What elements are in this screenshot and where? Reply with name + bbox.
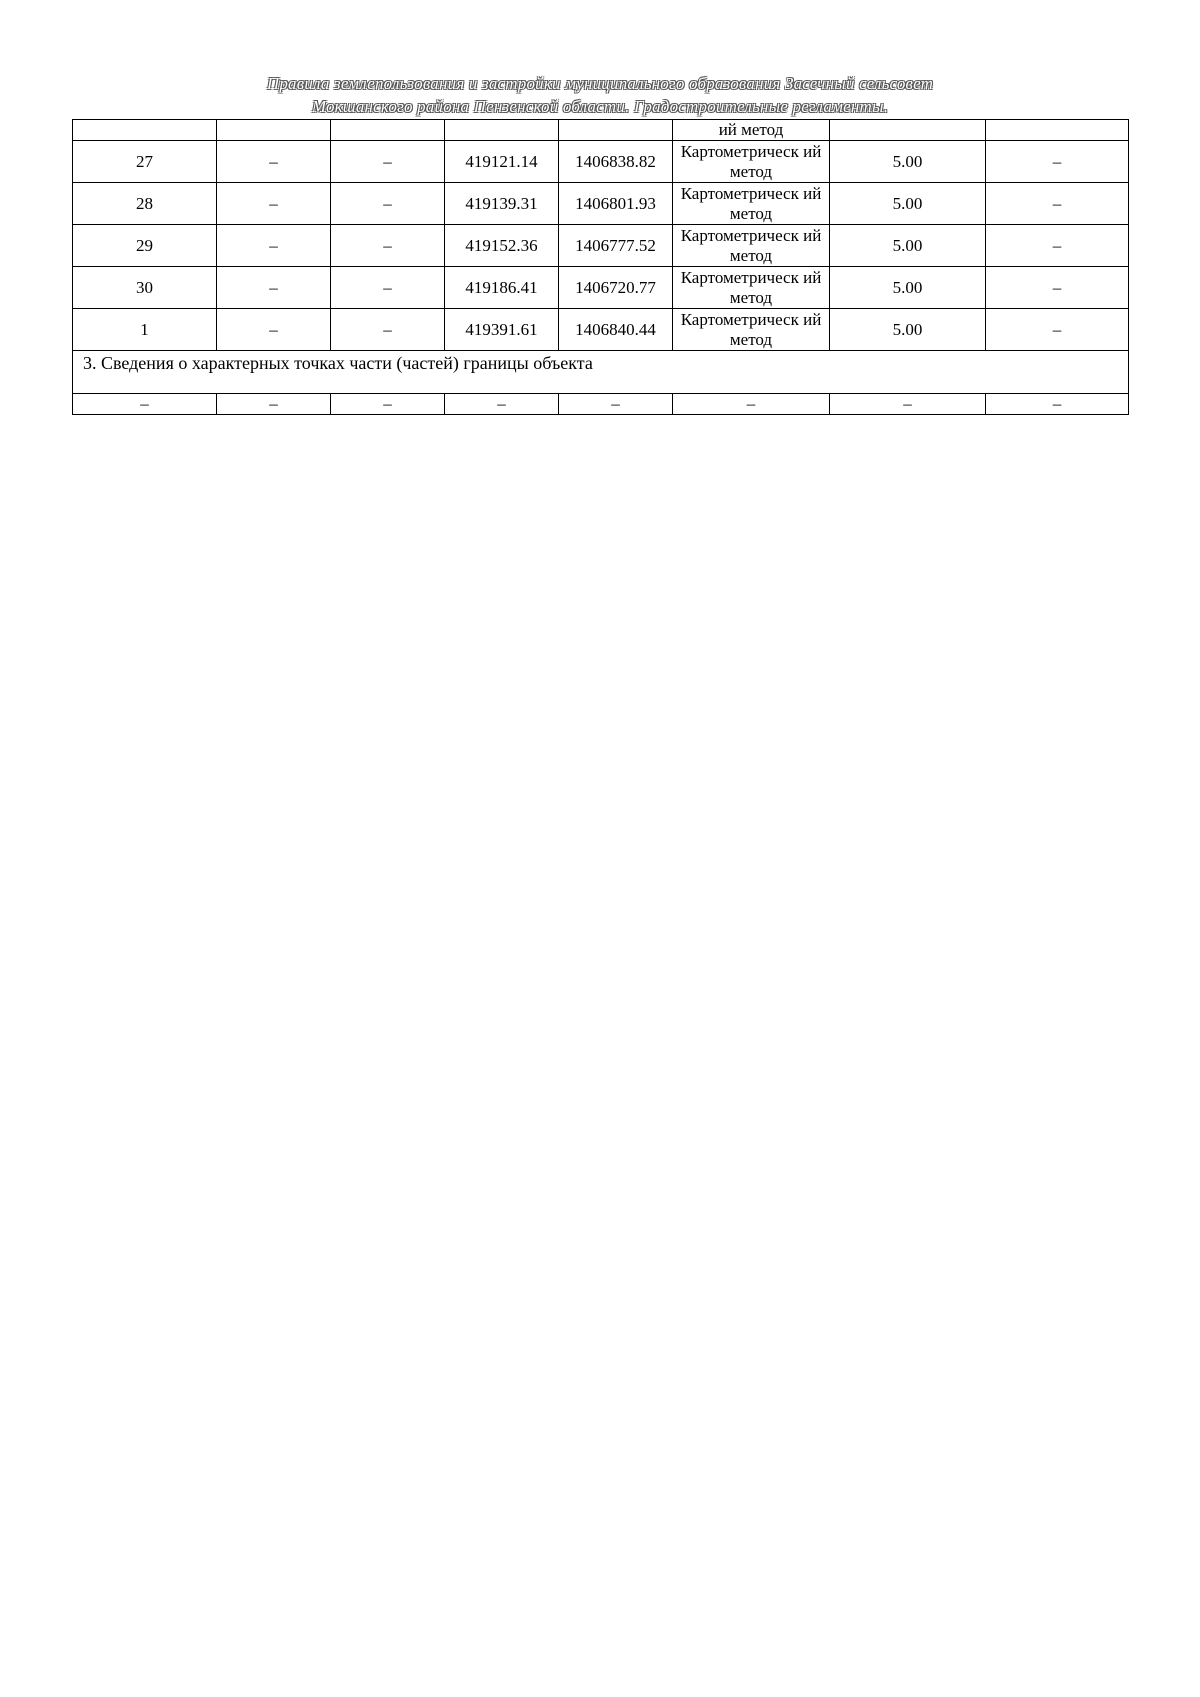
table-cell: – (830, 394, 986, 415)
table-cell: 419121.14 (445, 141, 559, 183)
table-cell: 5.00 (830, 309, 986, 351)
table-cell: – (331, 309, 445, 351)
table-row-continued (73, 120, 1129, 141)
table-cell: 1406801.93 (559, 183, 673, 225)
table-cell: Картометрическ ий метод (673, 183, 830, 225)
table-cell: – (217, 225, 331, 267)
table-cell (830, 120, 986, 141)
table-row (73, 267, 1129, 309)
table-row (73, 309, 1129, 351)
table-cell: 419139.31 (445, 183, 559, 225)
table-cell (73, 120, 217, 141)
table-cell: – (217, 267, 331, 309)
table-cell: Картометрическ ий метод (673, 267, 830, 309)
table-cell: Картометрическ ий метод (673, 141, 830, 183)
table-cell: – (986, 225, 1129, 267)
table-cell: 30 (73, 267, 217, 309)
table-cell: 29 (73, 225, 217, 267)
table-cell: – (559, 394, 673, 415)
table-cell: 28 (73, 183, 217, 225)
table-cell: – (986, 267, 1129, 309)
table-cell (445, 120, 559, 141)
table-body (73, 120, 1129, 415)
table-cell: – (986, 183, 1129, 225)
table-cell: Картометрическ ий метод (673, 225, 830, 267)
table-cell: 1406720.77 (559, 267, 673, 309)
table-cell: – (986, 309, 1129, 351)
table-cell: – (331, 183, 445, 225)
table-cell: 1 (73, 309, 217, 351)
coordinates-table (72, 119, 1129, 415)
section-title: 3. Сведения о характерных точках части (частей) границы объекта (73, 351, 1129, 394)
table-cell: 5.00 (830, 141, 986, 183)
table-cell: 5.00 (830, 225, 986, 267)
table-row (73, 183, 1129, 225)
table-cell (217, 120, 331, 141)
table-cell: 419391.61 (445, 309, 559, 351)
table-cell: 1406840.44 (559, 309, 673, 351)
table-cell: – (986, 141, 1129, 183)
table-cell: 1406838.82 (559, 141, 673, 183)
table-cell: 27 (73, 141, 217, 183)
table-row-empty (73, 394, 1129, 415)
table-cell: Картометрическ ий метод (673, 309, 830, 351)
table-row (73, 141, 1129, 183)
table-cell: 1406777.52 (559, 225, 673, 267)
table-cell: 419152.36 (445, 225, 559, 267)
table-cell (986, 120, 1129, 141)
table-cell: – (217, 394, 331, 415)
table-cell: – (331, 394, 445, 415)
header-line-2: Мокшанского района Пензенской области. Градостроительные регламенты. (311, 97, 889, 116)
table-cell: – (217, 141, 331, 183)
table-cell: – (445, 394, 559, 415)
table-row (73, 225, 1129, 267)
section-row (73, 351, 1129, 394)
table-cell: 5.00 (830, 183, 986, 225)
table-cell: 419186.41 (445, 267, 559, 309)
document-header (72, 72, 1128, 118)
table-cell: – (217, 309, 331, 351)
table-cell: 5.00 (830, 267, 986, 309)
table-cell (559, 120, 673, 141)
table-cell: – (986, 394, 1129, 415)
table-cell: – (331, 225, 445, 267)
table-cell (331, 120, 445, 141)
header-line-1: Правила землепользования и застройки муниципального образования Засечный сельсовет (266, 74, 934, 93)
table-cell: – (331, 141, 445, 183)
table-cell: – (331, 267, 445, 309)
table-cell: – (73, 394, 217, 415)
table-cell: – (673, 394, 830, 415)
table-cell: – (217, 183, 331, 225)
table-cell: ий метод (673, 120, 830, 141)
